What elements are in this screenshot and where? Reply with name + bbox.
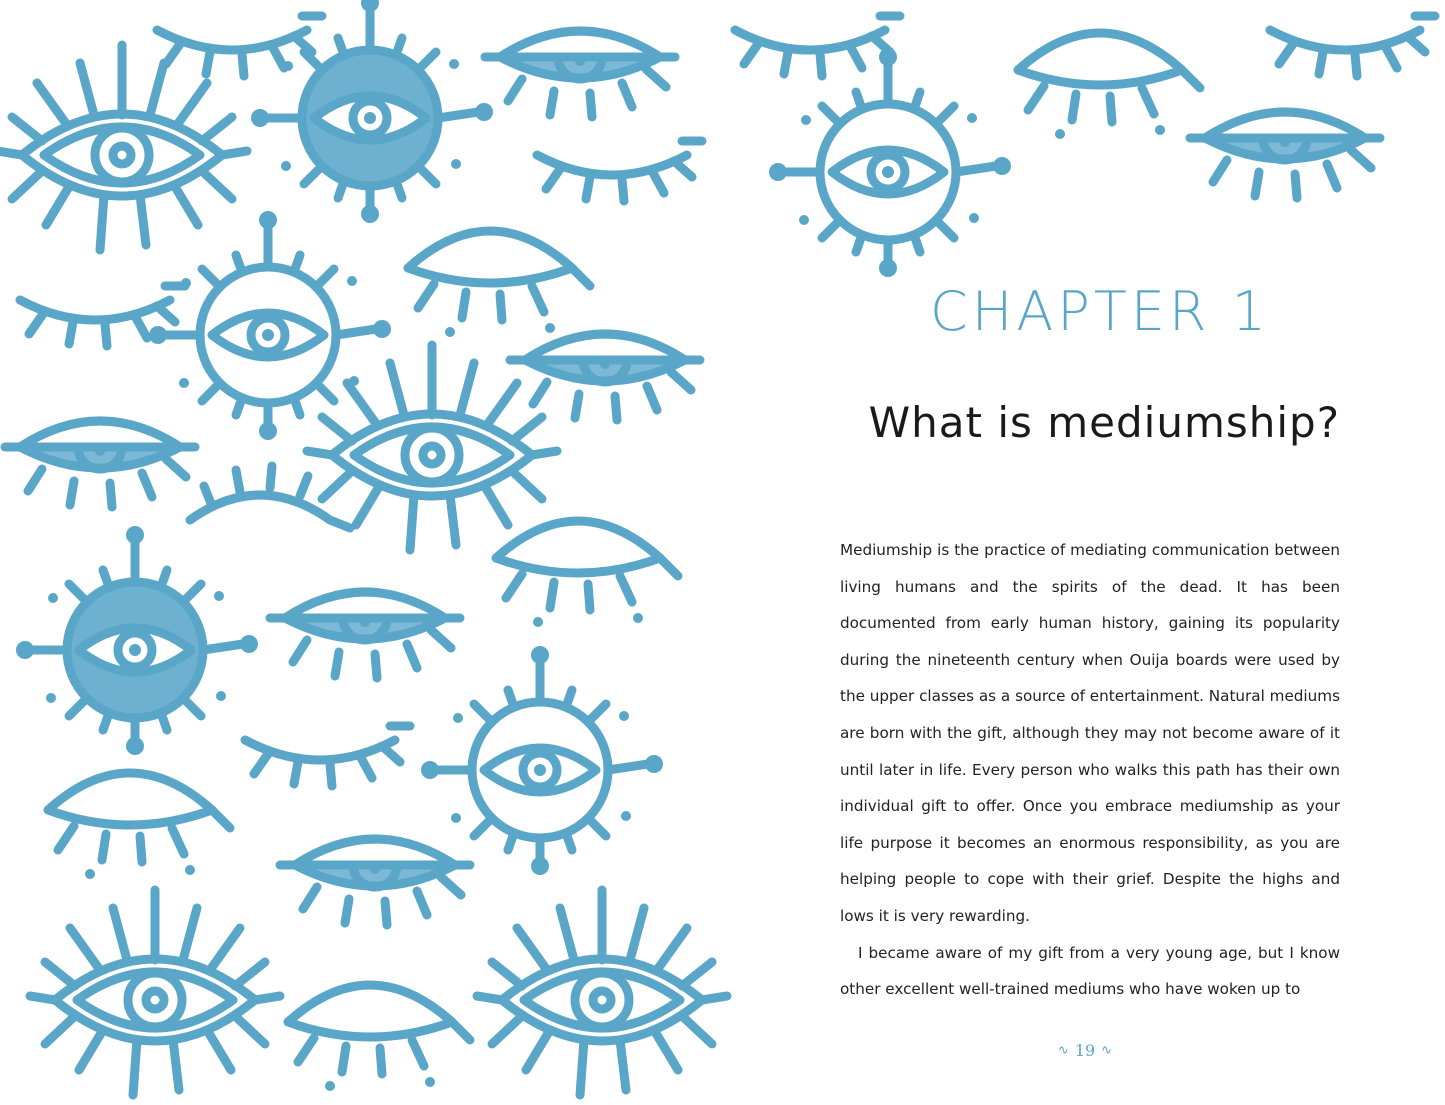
page-number-value: 19 — [1074, 1040, 1096, 1060]
page-number — [1040, 1036, 1130, 1064]
flourish-right-icon: ∿ — [1101, 1042, 1113, 1058]
paragraph: I became aware of my gift from a very young age, but I know other excellent well-trained mediums who have woken up to — [840, 943, 1340, 999]
chapter-title: What is mediumship? — [868, 398, 1340, 447]
body-text — [840, 532, 1340, 1008]
chapter-label: CHAPTER 1 — [930, 280, 1270, 343]
paragraph: Mediumship is the practice of mediating communication between living humans and the spirits of the dead. It has been documented from early human history, gaining its popularity during the nineteenth century when Ouija boards were used by the upper classes as a source of entertainment. Natural mediums are born with the gift, although they may not become aware of it until later in life. Every person who walks this path has their own individual gift to offer. Once you embrace mediumship as your life purpose it becomes an enormous responsibility, as you are helping people to cope with their grief. Despite the highs and lows it is very rewarding. — [840, 541, 1340, 925]
flourish-left-icon: ∿ — [1057, 1042, 1069, 1058]
